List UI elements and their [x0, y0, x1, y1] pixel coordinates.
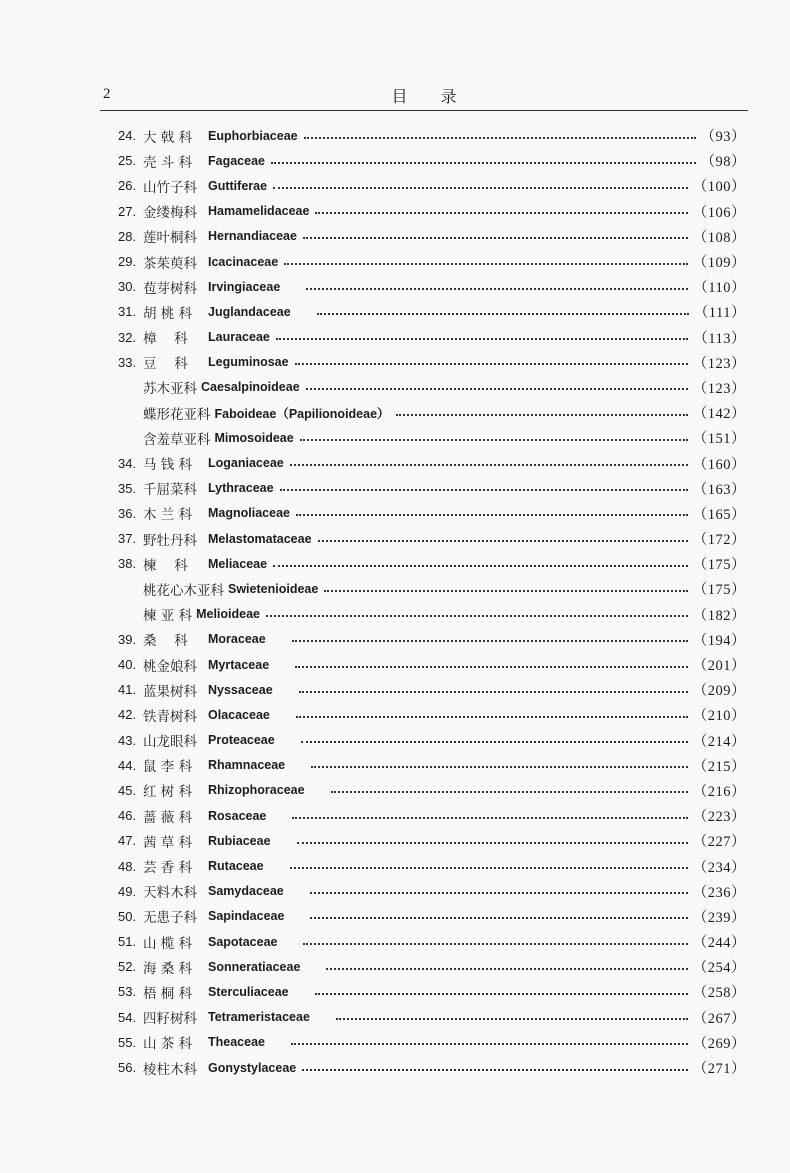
toc-entry[interactable]	[118, 904, 746, 929]
toc-entry-number: 49.	[118, 883, 137, 899]
toc-entry-chinese-name: 茶茱萸科	[143, 255, 197, 272]
toc-entry-page: （113）	[693, 330, 746, 347]
toc-entry-number: 31.	[118, 304, 137, 320]
toc-entry-number: 29.	[118, 254, 137, 270]
toc-entry-chinese-name: 胡 桃 科	[143, 305, 193, 322]
dot-leader	[295, 666, 688, 668]
table-of-contents	[118, 123, 746, 1080]
dot-leader	[306, 288, 688, 290]
toc-entry-chinese-name: 山 榄 科	[143, 935, 193, 952]
dot-leader	[315, 212, 687, 214]
toc-entry-number: 26.	[118, 178, 137, 194]
toc-entry-latin-name: Leguminosae	[208, 355, 289, 370]
toc-entry-page: （239）	[692, 909, 746, 926]
dot-leader	[280, 489, 688, 491]
toc-entry-latin-name: Moraceae	[208, 632, 266, 647]
toc-entry-chinese-name: 梧 桐 科	[143, 985, 193, 1002]
toc-entry-page: （160）	[692, 456, 746, 473]
toc-entry-number: 41.	[118, 682, 137, 698]
toc-entry-number: 55.	[118, 1034, 137, 1050]
dot-leader	[310, 892, 688, 894]
toc-entry[interactable]	[118, 929, 746, 954]
toc-entry-chinese-name: 千屈菜科	[143, 482, 197, 499]
toc-entry-chinese-name: 蓝果树科	[143, 683, 197, 700]
toc-entry[interactable]	[118, 199, 746, 224]
toc-entry[interactable]	[118, 702, 746, 727]
toc-entry-chinese-name: 棱柱木科	[143, 1061, 197, 1078]
toc-entry[interactable]	[118, 803, 746, 828]
page-title: 目 录	[391, 87, 471, 106]
toc-entry-page: （110）	[693, 280, 746, 297]
toc-entry-chinese-name: 天料木科	[143, 885, 197, 902]
dot-leader	[331, 791, 688, 793]
toc-entry-latin-name: Faboideae（Papilionoideae）	[214, 406, 390, 421]
toc-entry-latin-name: Mimosoideae	[214, 430, 294, 445]
dot-leader	[311, 766, 688, 768]
toc-entry-number: 48.	[118, 858, 137, 874]
toc-entry-latin-name: Samydaceae	[208, 884, 284, 899]
toc-entry[interactable]	[118, 400, 746, 425]
dot-leader	[336, 1018, 688, 1020]
toc-entry-number: 25.	[118, 153, 137, 169]
toc-entry[interactable]	[118, 576, 746, 601]
toc-entry-latin-name: Rubiaceae	[208, 833, 271, 848]
toc-entry-number: 27.	[118, 203, 137, 219]
dot-leader	[292, 640, 688, 642]
toc-entry[interactable]	[118, 501, 746, 526]
toc-entry[interactable]	[118, 778, 746, 803]
toc-entry-chinese-name: 蝶形花亚科	[143, 406, 211, 423]
toc-entry-latin-name: Sapindaceae	[208, 909, 285, 924]
toc-entry[interactable]	[118, 325, 746, 350]
toc-entry[interactable]	[118, 753, 746, 778]
toc-entry-page: （267）	[692, 1010, 746, 1027]
header-rule	[100, 110, 748, 111]
toc-entry-number: 44.	[118, 757, 137, 773]
toc-entry[interactable]	[118, 954, 746, 979]
toc-entry-page: （258）	[692, 985, 746, 1002]
toc-entry[interactable]	[118, 425, 746, 450]
dot-leader	[304, 137, 696, 139]
dot-leader	[396, 414, 688, 416]
toc-entry-chinese-name: 山 茶 科	[143, 1036, 193, 1053]
toc-entry[interactable]	[118, 123, 746, 148]
toc-entry-page: （210）	[692, 708, 746, 725]
toc-entry-chinese-name: 豆 科	[143, 356, 188, 373]
dot-leader	[315, 993, 688, 995]
toc-entry-chinese-name: 山竹子科	[143, 179, 197, 196]
toc-entry-number: 39.	[118, 631, 137, 647]
toc-entry-number: 36.	[118, 505, 137, 521]
toc-entry-latin-name: Hamamelidaceae	[208, 204, 310, 219]
toc-entry[interactable]	[118, 677, 746, 702]
toc-entry-chinese-name: 桃金娘科	[143, 658, 197, 675]
toc-entry-page: （172）	[692, 532, 746, 549]
toc-entry-number: 37.	[118, 531, 137, 547]
toc-entry-page: （109）	[692, 255, 746, 272]
toc-entry-latin-name: Rhamnaceae	[208, 758, 286, 773]
toc-entry[interactable]	[118, 476, 746, 501]
toc-entry[interactable]	[118, 148, 746, 173]
toc-entry-latin-name: Sonneratiaceae	[208, 959, 301, 974]
toc-entry[interactable]	[118, 979, 746, 1004]
toc-entry-number: 34.	[118, 455, 137, 471]
toc-entry-page: （106）	[692, 204, 746, 221]
toc-entry-latin-name: Olacaceae	[208, 707, 270, 722]
toc-entry-chinese-name: 莲叶桐科	[143, 230, 197, 247]
dot-leader	[271, 162, 696, 164]
toc-entry-page: （271）	[692, 1061, 746, 1078]
toc-entry-chinese-name: 蔷 薇 科	[143, 809, 193, 826]
toc-entry[interactable]	[118, 627, 746, 652]
toc-entry-page: （163）	[692, 481, 746, 498]
toc-entry-chinese-name: 茜 草 科	[143, 834, 193, 851]
toc-entry-number: 33.	[118, 354, 137, 370]
toc-entry-page: （227）	[692, 834, 746, 851]
toc-entry-latin-name: Melioideae	[196, 607, 261, 622]
toc-entry-chinese-name: 鼠 李 科	[143, 759, 193, 776]
toc-entry[interactable]	[118, 1055, 746, 1080]
toc-entry-latin-name: Swietenioideae	[228, 581, 319, 596]
dot-leader	[310, 917, 687, 919]
toc-entry-page: （214）	[692, 733, 746, 750]
dot-leader	[318, 540, 688, 542]
dot-leader	[273, 565, 688, 567]
toc-entry-number: 51.	[118, 934, 137, 950]
dot-leader	[326, 968, 687, 970]
toc-entry-number: 56.	[118, 1060, 137, 1076]
toc-entry-chinese-name: 马 钱 科	[143, 457, 193, 474]
toc-entry-latin-name: Rosaceae	[208, 808, 267, 823]
toc-entry-latin-name: Sapotaceae	[208, 934, 278, 949]
toc-entry-page: （216）	[692, 783, 746, 800]
toc-entry-page: （123）	[692, 355, 746, 372]
toc-entry-latin-name: Tetrameristaceae	[208, 1010, 310, 1025]
toc-entry-latin-name: Sterculiaceae	[208, 984, 289, 999]
toc-entry-number: 47.	[118, 833, 137, 849]
dot-leader	[303, 237, 688, 239]
toc-entry[interactable]	[118, 299, 746, 324]
dot-leader	[303, 943, 687, 945]
toc-entry[interactable]	[118, 249, 746, 274]
toc-entry-chinese-name: 红 树 科	[143, 784, 193, 801]
toc-entry-latin-name: Hernandiaceae	[208, 229, 297, 244]
dot-leader	[317, 313, 689, 315]
toc-entry-number: 28.	[118, 228, 137, 244]
toc-entry-chinese-name: 壳 斗 科	[143, 154, 193, 171]
toc-entry-latin-name: Melastomataceae	[208, 531, 312, 546]
toc-entry-chinese-name: 樟 科	[143, 331, 188, 348]
toc-entry-latin-name: Magnoliaceae	[208, 506, 290, 521]
toc-entry-chinese-name: 金缕梅科	[143, 205, 197, 222]
toc-entry-page: （244）	[692, 935, 746, 952]
toc-entry-latin-name: Lythraceae	[208, 481, 274, 496]
toc-entry-chinese-name: 苞芽树科	[143, 280, 197, 297]
toc-entry-page: （111）	[693, 305, 746, 322]
dot-leader	[295, 363, 688, 365]
toc-entry-page: （98）	[700, 154, 746, 171]
toc-entry-chinese-name: 桑 科	[143, 633, 188, 650]
toc-entry-number: 43.	[118, 732, 137, 748]
dot-leader	[292, 817, 687, 819]
toc-entry-chinese-name: 木 兰 科	[143, 507, 193, 524]
dot-leader	[301, 741, 688, 743]
toc-entry[interactable]	[118, 853, 746, 878]
toc-entry-latin-name: Guttiferae	[208, 178, 268, 193]
toc-entry-number: 50.	[118, 908, 137, 924]
toc-entry-page: （182）	[692, 607, 746, 624]
toc-entry-page: （93）	[700, 129, 746, 146]
toc-entry[interactable]	[118, 526, 746, 551]
toc-entry-chinese-name: 海 桑 科	[143, 960, 193, 977]
toc-entry-page: （269）	[692, 1035, 746, 1052]
toc-entry[interactable]	[118, 450, 746, 475]
toc-entry-latin-name: Icacinaceae	[208, 254, 279, 269]
toc-entry-latin-name: Irvingiaceae	[208, 279, 281, 294]
toc-entry-page: （215）	[692, 758, 746, 775]
toc-entry[interactable]	[118, 1005, 746, 1030]
dot-leader	[290, 464, 688, 466]
toc-entry[interactable]	[118, 224, 746, 249]
toc-entry-chinese-name: 野牡丹科	[143, 532, 197, 549]
toc-entry-chinese-name: 四籽树科	[143, 1011, 197, 1028]
toc-entry-number: 54.	[118, 1009, 137, 1025]
dot-leader	[297, 842, 688, 844]
toc-entry-page: （142）	[692, 406, 746, 423]
toc-entry-number: 46.	[118, 808, 137, 824]
toc-entry-latin-name: Caesalpinoideae	[201, 380, 300, 395]
toc-entry-number: 35.	[118, 480, 137, 496]
toc-entry-page: （223）	[692, 809, 746, 826]
toc-entry-page: （236）	[692, 884, 746, 901]
toc-entry[interactable]	[118, 350, 746, 375]
dot-leader	[291, 1043, 688, 1045]
toc-entry-latin-name: Fagaceae	[208, 153, 265, 168]
toc-entry-page: （151）	[692, 431, 746, 448]
dot-leader	[302, 1069, 688, 1071]
dot-leader	[290, 867, 688, 869]
toc-entry[interactable]	[118, 1030, 746, 1055]
toc-entry-number: 45.	[118, 782, 137, 798]
toc-entry[interactable]	[118, 173, 746, 198]
dot-leader	[284, 263, 688, 265]
toc-entry-chinese-name: 桃花心木亚科	[143, 582, 224, 599]
toc-entry-number: 53.	[118, 984, 137, 1000]
toc-entry[interactable]	[118, 602, 746, 627]
dot-leader	[273, 187, 688, 189]
toc-entry-chinese-name: 芸 香 科	[143, 860, 193, 877]
toc-entry-number: 32.	[118, 329, 137, 345]
toc-entry[interactable]	[118, 828, 746, 853]
toc-entry-chinese-name: 苏木亚科	[143, 381, 197, 398]
toc-entry-page: （209）	[692, 683, 746, 700]
toc-entry-chinese-name: 山龙眼科	[143, 734, 197, 751]
toc-entry[interactable]	[118, 728, 746, 753]
toc-entry-page: （201）	[692, 658, 746, 675]
toc-entry-number: 42.	[118, 707, 137, 723]
toc-entry-number: 40.	[118, 657, 137, 673]
toc-entry-latin-name: Rhizophoraceae	[208, 783, 305, 798]
toc-entry-number: 30.	[118, 279, 137, 295]
toc-entry-page: （194）	[692, 632, 746, 649]
toc-entry-latin-name: Meliaceae	[208, 556, 268, 571]
toc-entry-page: （165）	[692, 506, 746, 523]
toc-entry[interactable]	[118, 375, 746, 400]
toc-entry-page: （234）	[692, 859, 746, 876]
toc-entry[interactable]	[118, 274, 746, 299]
toc-entry-chinese-name: 大 戟 科	[143, 129, 193, 146]
toc-entry-latin-name: Rutaceae	[208, 859, 264, 874]
toc-entry-latin-name: Juglandaceae	[208, 304, 291, 319]
toc-entry-chinese-name: 铁青树科	[143, 708, 197, 725]
dot-leader	[266, 615, 688, 617]
toc-entry-page: （254）	[692, 960, 746, 977]
page-header	[100, 84, 748, 110]
toc-entry-page: （100）	[692, 179, 746, 196]
toc-entry-page: （175）	[692, 557, 746, 574]
toc-entry-latin-name: Nyssaceae	[208, 682, 273, 697]
dot-leader	[324, 590, 687, 592]
dot-leader	[296, 716, 688, 718]
toc-entry-number: 52.	[118, 959, 137, 975]
toc-entry-page: （123）	[692, 380, 746, 397]
toc-entry[interactable]	[118, 879, 746, 904]
toc-entry-chinese-name: 楝 科	[143, 557, 188, 574]
toc-entry-latin-name: Theaceae	[208, 1035, 265, 1050]
toc-entry-latin-name: Lauraceae	[208, 330, 270, 345]
dot-leader	[300, 439, 688, 441]
toc-entry[interactable]	[118, 551, 746, 576]
dot-leader	[306, 388, 688, 390]
toc-entry-latin-name: Myrtaceae	[208, 657, 270, 672]
toc-entry-number: 24.	[118, 128, 137, 144]
toc-entry-page: （175）	[692, 582, 746, 599]
toc-entry-number: 38.	[118, 556, 137, 572]
toc-entry-latin-name: Euphorbiaceae	[208, 128, 298, 143]
toc-entry-chinese-name: 无患子科	[143, 910, 197, 927]
toc-entry[interactable]	[118, 652, 746, 677]
dot-leader	[299, 691, 688, 693]
toc-entry-latin-name: Gonystylaceae	[208, 1060, 297, 1075]
toc-entry-chinese-name: 含羞草亚科	[143, 431, 211, 448]
dot-leader	[296, 514, 688, 516]
toc-entry-latin-name: Loganiaceae	[208, 456, 284, 471]
toc-entry-page: （108）	[692, 229, 746, 246]
dot-leader	[276, 338, 688, 340]
toc-entry-latin-name: Proteaceae	[208, 733, 275, 748]
toc-entry-chinese-name: 楝 亚 科	[143, 608, 193, 625]
page-number: 2	[103, 86, 111, 102]
